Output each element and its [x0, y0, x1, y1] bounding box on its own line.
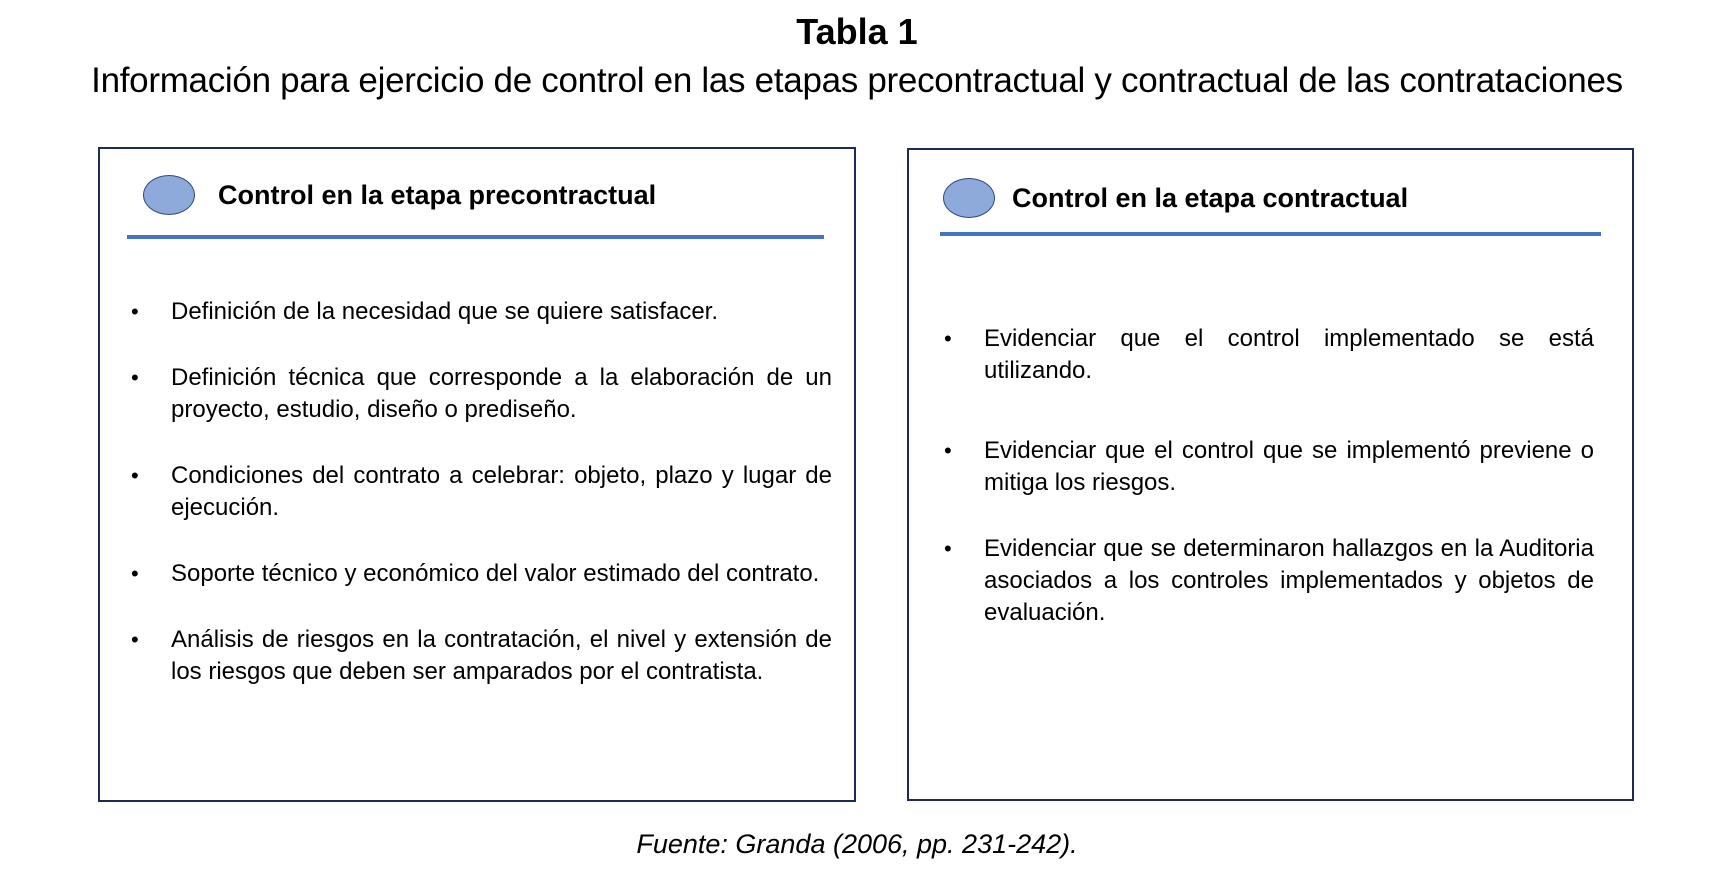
list-item-text: Condiciones del contrato a celebrar: objeto, plazo y lugar de ejecución.: [171, 462, 832, 521]
panel-heading: Control en la etapa contractual: [1012, 183, 1409, 213]
bullet-icon: •: [944, 326, 952, 351]
list-item: [127, 558, 832, 590]
contractual-panel: [907, 148, 1634, 801]
table-subtitle: Información para ejercicio de control en las etapas precontractual y contractual de las contrataciones: [91, 61, 1623, 100]
bullet-list: [940, 323, 1594, 677]
bullet-icon: •: [131, 627, 139, 652]
bullet-icon: •: [131, 365, 139, 390]
oval-marker-icon: [143, 175, 195, 215]
bullet-icon: •: [131, 463, 139, 488]
list-item: [127, 362, 832, 426]
bullet-icon: •: [944, 438, 952, 463]
list-item-text: Evidenciar que el control implementado se está utilizando.: [984, 325, 1594, 384]
oval-marker-icon: [943, 178, 995, 218]
heading-divider: [127, 235, 824, 239]
list-item-text: Evidenciar que el control que se implementó previene o mitiga los riesgos.: [984, 437, 1594, 496]
list-item: [127, 460, 832, 524]
bullet-list: [127, 296, 832, 722]
list-item-text: Definición técnica que corresponde a la elaboración de un proyecto, estudio, diseño o prediseño.: [171, 364, 832, 423]
list-item: [127, 296, 832, 328]
bullet-icon: •: [944, 536, 952, 561]
heading-divider: [940, 232, 1601, 236]
bullet-icon: •: [131, 561, 139, 586]
list-item-text: Evidenciar que se determinaron hallazgos en la Auditoria asociados a los controles implementados y objetos de evaluación.: [984, 535, 1594, 626]
table-title: Tabla 1: [796, 11, 918, 52]
list-item: [127, 624, 832, 688]
list-item-text: Análisis de riesgos en la contratación, el nivel y extensión de los riesgos que deben ser amparados por el contratista.: [171, 626, 832, 685]
list-item: [940, 435, 1594, 499]
source-caption: Fuente: Granda (2006, pp. 231-242).: [636, 829, 1078, 859]
bullet-icon: •: [131, 299, 139, 324]
list-item-text: Soporte técnico y económico del valor estimado del contrato.: [171, 560, 820, 587]
list-item: [940, 323, 1594, 387]
list-item-text: Definición de la necesidad que se quiere satisfacer.: [171, 298, 719, 325]
list-item: [940, 533, 1594, 629]
precontractual-panel: [98, 147, 856, 802]
panel-heading: Control en la etapa precontractual: [218, 180, 657, 210]
